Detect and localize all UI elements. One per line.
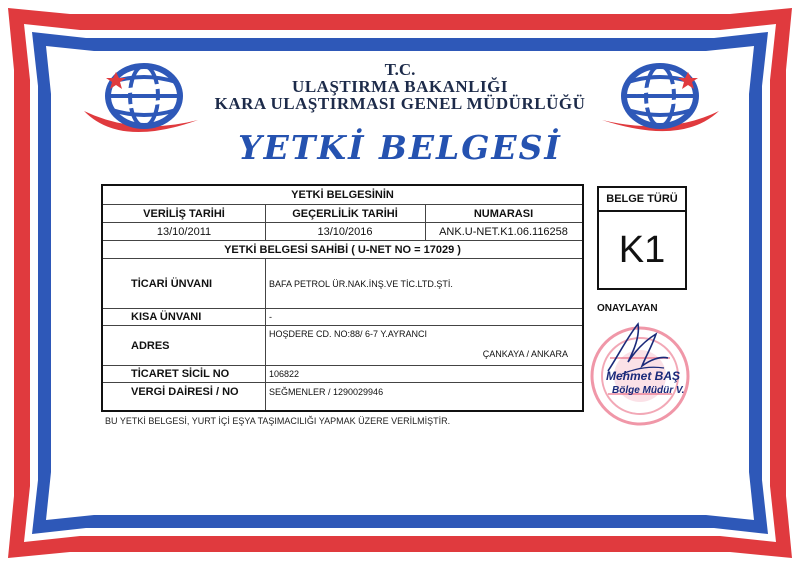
table-row [103,223,582,241]
header-directorate: KARA ULAŞTIRMASI GENEL MÜDÜRLÜĞÜ [214,94,586,113]
table-row [103,366,582,383]
certificate-info-table [101,184,584,412]
field-label-short-name: KISA ÜNVANI [131,311,202,323]
document-title: YETKİ BELGESİ [238,128,562,167]
table-row [103,326,582,366]
field-label-address: ADRES [131,339,170,352]
document-type-box [597,186,687,290]
issue-date-value: 13/10/2011 [156,225,212,238]
field-label-trade-name: TİCARİ ÜNVANI [131,277,213,290]
section-title: YETKİ BELGESİNİN [291,189,394,201]
table-row [103,259,582,309]
field-value-trade-name: BAFA PETROL ÜR.NAK.İNŞ.VE TİC.LTD.ŞTİ. [269,278,453,289]
header-line-tc: T.C. [384,60,416,79]
field-value-tax-office: SEĞMENLER / 1290029946 [269,387,384,397]
table-row [103,383,582,410]
holder-title: YETKİ BELGESİ SAHİBİ ( U-NET NO = 17029 ) [224,243,461,256]
column-header-number: NUMARASI [473,207,534,220]
field-value-address: HOŞDERE CD. NO:88/ 6-7 Y.AYRANCI [269,329,428,339]
field-label-tax-office: VERGİ DAİRESİ / NO [131,386,239,398]
signer-title: Bölge Müdür V. [612,385,685,396]
field-value-address-district: ÇANKAYA / ANKARA [482,349,568,359]
column-header-issue-date: VERİLİŞ TARİHİ [143,207,225,220]
field-label-trade-registry: TİCARET SİCİL NO [131,368,230,380]
signer-name: Mehmet BAŞ [606,369,681,383]
footnote: BU YETKİ BELGESİ, YURT İÇİ EŞYA TAŞIMACILIĞI YAPMAK ÜZERE VERİLMİŞTİR. [105,416,451,426]
field-value-short-name: - [269,312,272,322]
document-type-code: K1 [618,228,666,271]
table-row [103,205,582,223]
field-value-trade-registry: 106822 [269,369,300,379]
header-ministry: ULAŞTIRMA BAKANLIĞI [292,77,508,96]
certificate-number-value: ANK.U-NET.K1.06.116258 [439,225,568,238]
validity-date-value: 13/10/2016 [317,225,373,238]
document-type-label: BELGE TÜRÜ [599,188,685,212]
column-header-validity-date: GEÇERLİLİK TARİHİ [292,207,398,220]
table-row [103,309,582,326]
approver-label: ONAYLAYAN [597,303,658,314]
table-row [103,186,582,205]
table-row [103,241,582,259]
